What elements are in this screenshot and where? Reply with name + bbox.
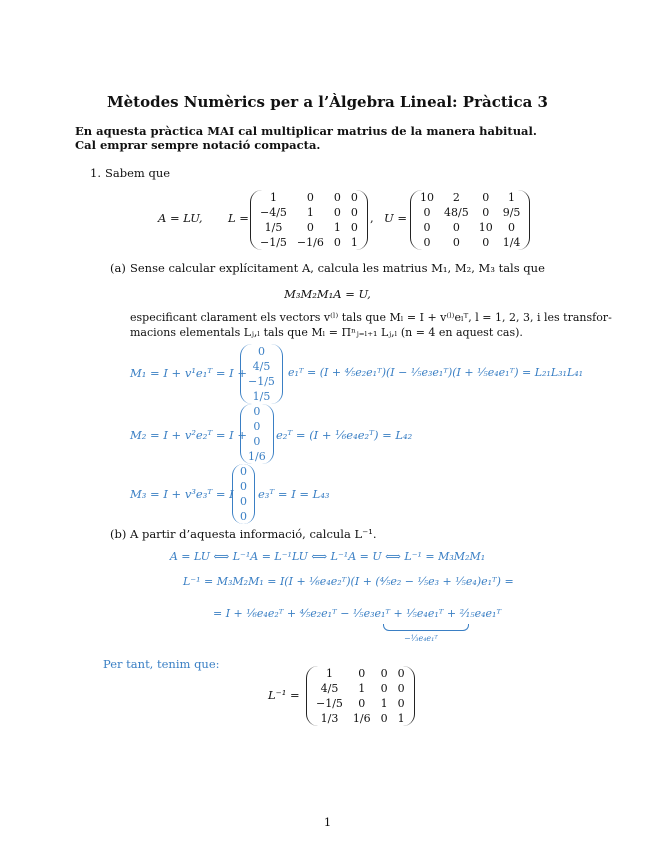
matrix-row xyxy=(255,220,363,235)
matrix-row xyxy=(311,711,410,726)
matrix-cell: 0 xyxy=(240,480,247,493)
matrix-row xyxy=(245,449,269,464)
L-label: L = xyxy=(228,211,249,225)
part-a-eq: M₃M₂M₁A = U, xyxy=(284,287,371,301)
matrix-cell: 0 xyxy=(253,405,261,418)
matrix-cell: 1 xyxy=(306,206,314,219)
matrix-cell: 0 xyxy=(333,206,341,219)
matrix-row xyxy=(237,509,250,524)
part-b-line3: = I + ¹⁄₆e₄e₂ᵀ + ⁴⁄₅e₂e₁ᵀ − ¹⁄₅e₃e₁ᵀ + ¹⁄₅e₄e₁ᵀ + ²⁄₁₅e₄e₁ᵀ xyxy=(213,607,502,620)
matrix-row xyxy=(255,205,363,220)
matrix-cell: 1 xyxy=(350,236,358,249)
matrix-cell: 4/5 xyxy=(252,360,271,373)
matrix-cell: 0 xyxy=(333,236,341,249)
matrix-row xyxy=(415,220,525,235)
matrix-row xyxy=(311,696,410,711)
part-a-text2: especificant clarament els vectors v⁽ˡ⁾ tals que Mₗ = I + v⁽ˡ⁾eₗᵀ, l = 1, 2, 3, i les transfor- xyxy=(130,311,612,324)
matrix-cell: 0 xyxy=(452,221,460,234)
matrix-cell: 0 xyxy=(253,435,261,448)
matrix-row xyxy=(237,494,250,509)
M3-lhs: M₃ = I + v³e₃ᵀ = I xyxy=(130,487,234,501)
matrix-cell: 0 xyxy=(380,712,388,725)
v2-vector xyxy=(240,404,274,464)
matrix-row xyxy=(255,235,363,250)
matrix-cell: 0 xyxy=(482,191,490,204)
matrix-row xyxy=(415,235,525,250)
eq-a-lu: A = LU, xyxy=(158,211,203,225)
matrix-cell: 1 xyxy=(397,712,405,725)
matrix-row xyxy=(245,419,269,434)
matrix-row xyxy=(245,374,278,389)
matrix-cell: −1/6 xyxy=(296,236,324,249)
matrix-cell: 0 xyxy=(350,191,358,204)
matrix-row xyxy=(245,389,278,404)
matrix-cell: 0 xyxy=(397,697,405,710)
matrix-cell: 0 xyxy=(397,682,405,695)
matrix-cell: 0 xyxy=(482,206,490,219)
matrix-cell: 10 xyxy=(420,191,434,204)
v3-vector xyxy=(232,464,255,524)
matrix-cell: 0 xyxy=(240,510,247,523)
matrix-cell: 0 xyxy=(306,191,314,204)
matrix-cell: 1/6 xyxy=(352,712,371,725)
part-a-text: Sense calcular explícitament A, calcula les matrius M₁, M₂, M₃ tals que xyxy=(130,261,545,275)
matrix-cell: 1 xyxy=(358,682,366,695)
matrix-cell: 0 xyxy=(423,221,431,234)
matrix-row xyxy=(311,681,410,696)
matrix-cell: 0 xyxy=(350,221,358,234)
part-a-label: (a) xyxy=(110,261,126,275)
part-b-line2: L⁻¹ = M₃M₂M₁ = I(I + ¹⁄₆e₄e₂ᵀ)(I + (⁴⁄₅e₂ − ¹⁄₅e₃ + ¹⁄₅e₄)e₁ᵀ) = xyxy=(183,575,514,588)
matrix-cell: 2 xyxy=(452,191,460,204)
matrix-cell: 1 xyxy=(508,191,516,204)
matrix-cell: 0 xyxy=(423,236,431,249)
matrix-cell: 10 xyxy=(478,221,493,234)
matrix-cell: 0 xyxy=(257,345,265,358)
matrix-cell: 0 xyxy=(380,682,388,695)
underbrace xyxy=(383,624,469,631)
M1-lhs: M₁ = I + v¹e₁ᵀ = I + xyxy=(130,366,247,380)
matrix-row xyxy=(245,404,269,419)
matrix-U xyxy=(410,190,530,250)
part-b-line1: A = LU ⟺ L⁻¹A = L⁻¹LU ⟺ L⁻¹A = U ⟺ L⁻¹ = M₃M₂M₁ xyxy=(169,550,486,563)
page-title: Mètodes Numèrics per a l’Àlgebra Lineal: Pràctica 3 xyxy=(107,93,548,111)
matrix-row xyxy=(237,479,250,494)
M3-rhs: e₃ᵀ = I = L₄₃ xyxy=(258,487,330,501)
matrix-cell: 0 xyxy=(358,697,366,710)
matrix-cell: 1/3 xyxy=(320,712,339,725)
matrix-cell: −1/5 xyxy=(248,375,275,388)
matrix-cell: 0 xyxy=(397,667,405,680)
matrix-cell: −1/5 xyxy=(260,236,287,249)
matrix-row xyxy=(415,190,525,205)
matrix-cell: 0 xyxy=(508,221,516,234)
matrix-cell: 0 xyxy=(358,667,366,680)
note-2: Cal emprar sempre notació compacta. xyxy=(75,138,321,152)
matrix-cell: 1/4 xyxy=(502,236,521,249)
matrix-cell: 0 xyxy=(306,221,314,234)
part-b-label: (b) xyxy=(110,527,127,541)
matrix-cell: 0 xyxy=(423,206,431,219)
matrix-cell: 1 xyxy=(333,221,341,234)
matrix-cell: 0 xyxy=(380,667,388,680)
matrix-row xyxy=(237,464,250,479)
matrix-cell: 1 xyxy=(380,697,388,710)
M2-lhs: M₂ = I + v²e₂ᵀ = I + xyxy=(130,428,247,442)
matrix-cell: 0 xyxy=(240,495,247,508)
matrix-cell: 9/5 xyxy=(502,206,521,219)
matrix-cell: 0 xyxy=(253,420,261,433)
matrix-cell: 4/5 xyxy=(320,682,339,695)
conclusion-text: Per tant, tenim que: xyxy=(103,657,220,671)
matrix-cell: 1/6 xyxy=(248,450,266,463)
brace-label: −⅓e₄e₁ᵀ xyxy=(404,634,438,643)
problem-number: 1. xyxy=(90,166,101,180)
matrix-row xyxy=(311,666,410,681)
M2-rhs: e₂ᵀ = (I + ¹⁄₆e₄e₂ᵀ) = L₄₂ xyxy=(276,428,413,442)
note-1: En aquesta pràctica MAI cal multiplicar matrius de la manera habitual. xyxy=(75,124,537,138)
part-b-text: A partir d’aquesta informació, calcula L⁻¹. xyxy=(130,527,377,541)
matrix-row xyxy=(245,434,269,449)
U-label: U = xyxy=(384,211,407,225)
matrix-cell: 0 xyxy=(452,236,460,249)
matrix-row xyxy=(245,344,278,359)
matrix-cell: 1 xyxy=(325,667,333,680)
Linv-label: L⁻¹ = xyxy=(268,688,300,702)
page-number: 1 xyxy=(323,815,332,829)
matrix-cell: −4/5 xyxy=(260,206,287,219)
matrix-cell: 0 xyxy=(482,236,490,249)
matrix-cell: 1 xyxy=(269,191,277,204)
matrix-cell: 1/5 xyxy=(264,221,283,234)
separator: , xyxy=(370,211,374,225)
v1-vector xyxy=(240,344,283,404)
matrix-row xyxy=(245,359,278,374)
problem-statement: Sabem que xyxy=(105,166,171,180)
M1-rhs: e₁ᵀ = (I + ⁴⁄₅e₂e₁ᵀ)(I − ¹⁄₅e₃e₁ᵀ)(I + ¹⁄₅e₄e₁ᵀ) = L₂₁L₃₁L₄₁ xyxy=(288,366,584,379)
matrix-Linv xyxy=(306,666,415,726)
matrix-cell: −1/5 xyxy=(316,697,343,710)
matrix-cell: 48/5 xyxy=(444,206,469,219)
matrix-L xyxy=(250,190,368,250)
matrix-cell: 0 xyxy=(240,465,247,478)
matrix-cell: 1/5 xyxy=(252,390,271,403)
matrix-row xyxy=(415,205,525,220)
part-a-text3: macions elementals Lⱼ,ₗ tals que Mₗ = Πⁿⱼ₌ₗ₊₁ Lⱼ,ₗ (n = 4 en aquest cas). xyxy=(130,326,523,339)
matrix-cell: 0 xyxy=(333,191,341,204)
matrix-row xyxy=(255,190,363,205)
matrix-cell: 0 xyxy=(350,206,358,219)
